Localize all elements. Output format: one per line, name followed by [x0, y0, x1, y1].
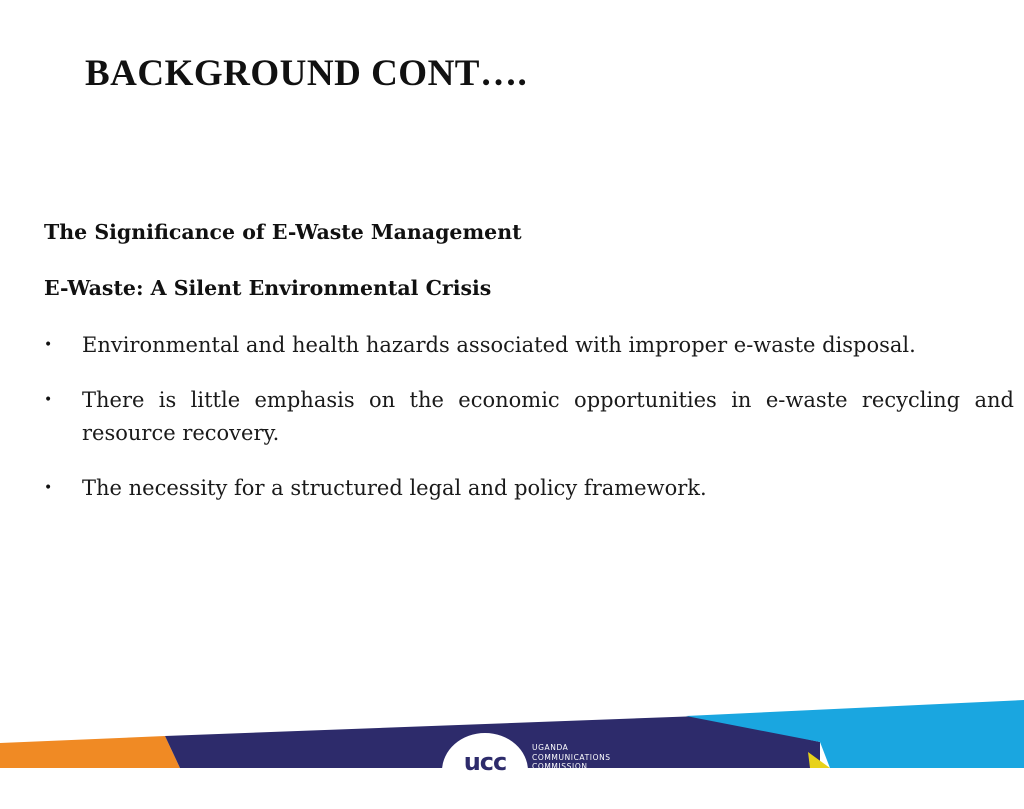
logo-abbrev: ucc: [463, 748, 507, 776]
section-heading-crisis: E-Waste: A Silent Environmental Crisis: [44, 276, 492, 300]
logo-caption-line: UGANDA: [532, 743, 569, 752]
bullet-icon: •: [44, 480, 53, 496]
slide-title: BACKGROUND CONT….: [85, 53, 528, 94]
ucc-logo: [442, 733, 528, 809]
bullet-list: [44, 329, 1014, 527]
bullet-item: [44, 384, 1014, 450]
logo-caption-line: COMMISSION: [532, 762, 588, 771]
logo-caption: [532, 743, 652, 772]
section-heading-significance: The Significance of E-Waste Management: [44, 220, 522, 244]
footer-orange-stripe: [0, 736, 180, 768]
bullet-icon: •: [44, 337, 53, 353]
bullet-text: The necessity for a structured legal and policy framework.: [82, 476, 707, 500]
bullet-icon: •: [44, 392, 53, 408]
bullet-item: [44, 329, 1014, 362]
bullet-text: Environmental and health hazards associated with improper e-waste disposal.: [82, 333, 916, 357]
logo-caption-line: COMMUNICATIONS: [532, 752, 611, 762]
bullet-item: [44, 472, 1014, 505]
bullet-text: There is little emphasis on the economic opportunities in e-waste recycling and resource recovery.: [82, 388, 1014, 445]
